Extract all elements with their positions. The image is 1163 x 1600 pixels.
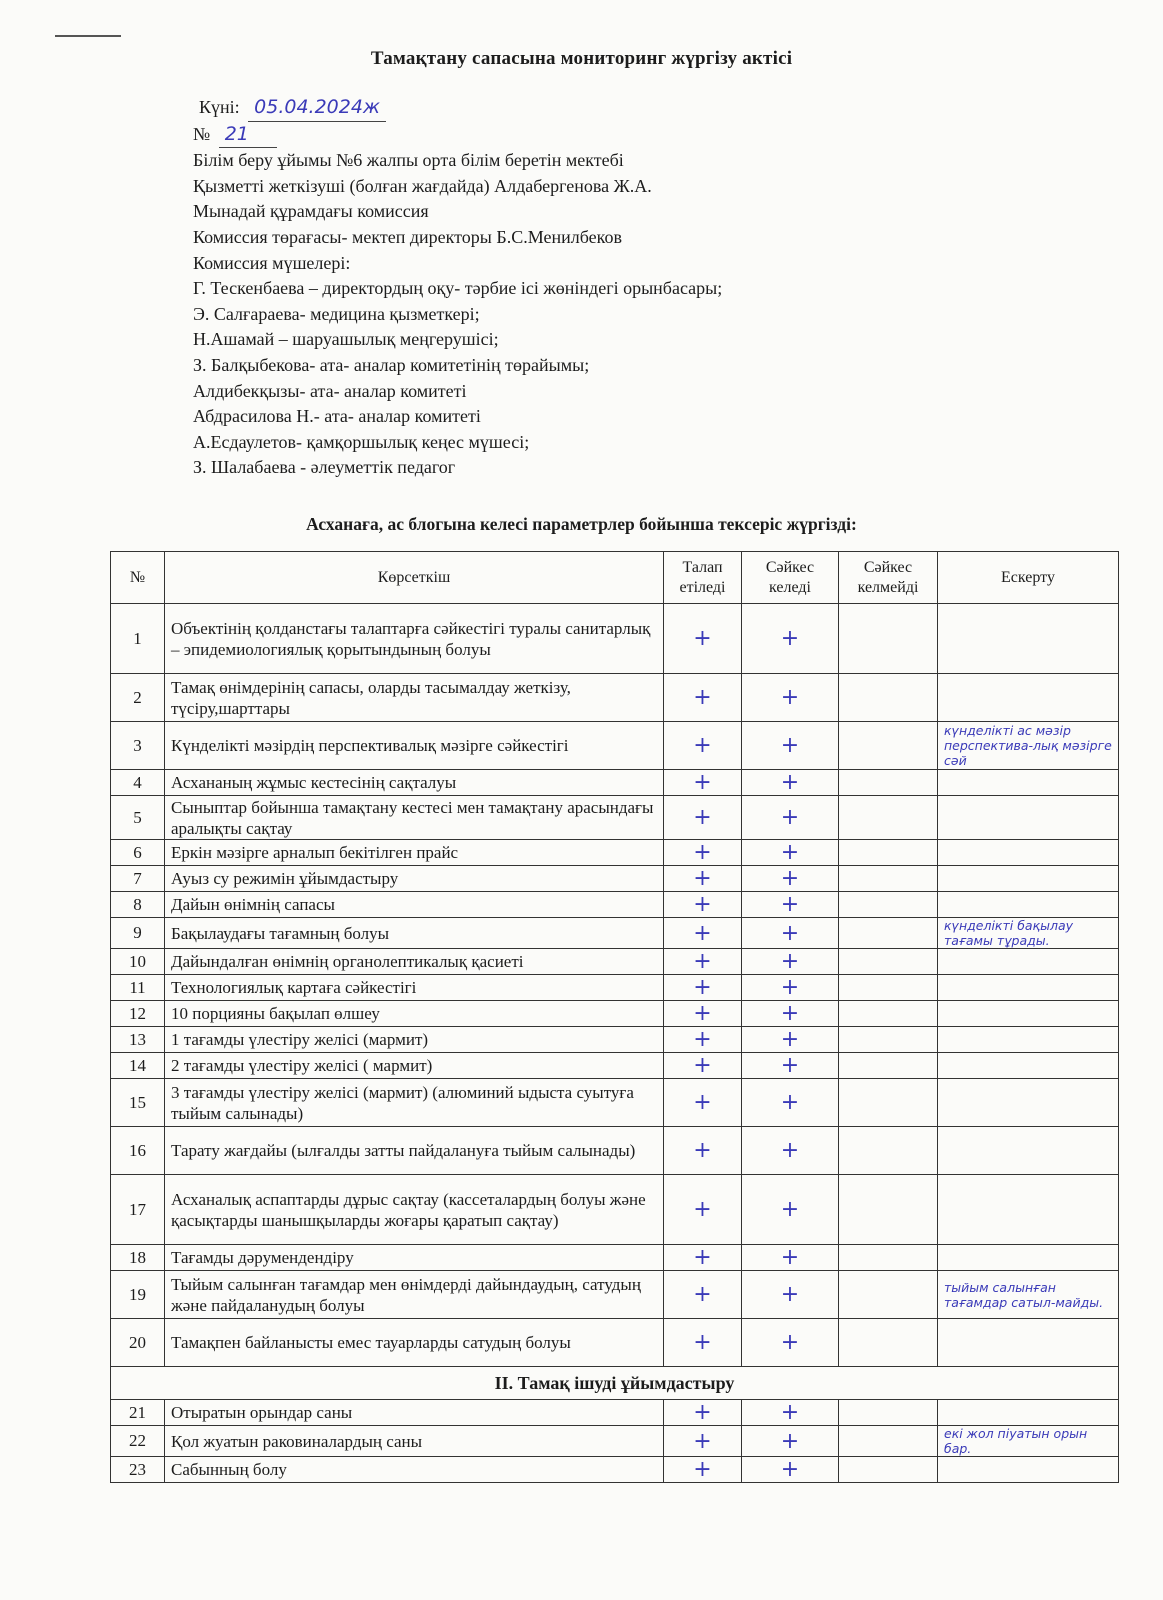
row-indicator: 10 порцияны бақылап өлшеу: [165, 1001, 664, 1027]
info-line: Комиссия мүшелері:: [193, 252, 351, 273]
row-indicator: Тамақпен байланысты емес тауарларды сатудың болуы: [165, 1319, 664, 1367]
row-number: 21: [111, 1400, 165, 1426]
table-row: [111, 604, 1119, 674]
table-row: [111, 918, 1119, 949]
table-row: [111, 674, 1119, 722]
table-subtitle: Асханаға, ас блогына келесі параметрлер бойынша тексеріс жүргізді:: [306, 514, 857, 534]
row-number: 6: [111, 840, 165, 866]
col-header-note: Ескерту: [938, 552, 1119, 604]
row-not-complies-mark: [839, 1079, 938, 1127]
row-not-complies-mark: [839, 866, 938, 892]
table-row: [111, 1175, 1119, 1245]
row-note: [938, 975, 1119, 1001]
row-complies-mark: +: [742, 604, 839, 674]
table-row: [111, 722, 1119, 770]
row-indicator: Ауыз су режимін ұйымдастыру: [165, 866, 664, 892]
row-note: күнделікті ас мәзір перспектива-лық мәзірге сәй: [938, 722, 1119, 770]
row-number: 16: [111, 1127, 165, 1175]
row-number: 13: [111, 1027, 165, 1053]
row-complies-mark: +: [742, 1127, 839, 1175]
row-required-mark: +: [664, 722, 742, 770]
row-complies-mark: +: [742, 1175, 839, 1245]
info-line: Н.Ашамай – шаруашылық меңгерушісі;: [193, 329, 499, 350]
row-note: [938, 949, 1119, 975]
table-row: [111, 1426, 1119, 1457]
row-required-mark: +: [664, 1245, 742, 1271]
row-number: 23: [111, 1457, 165, 1483]
number-value: 21: [219, 122, 277, 149]
row-required-mark: +: [664, 770, 742, 796]
row-indicator: Тарату жағдайы (ылғалды затты пайдалануға тыйым салынады): [165, 1127, 664, 1175]
row-not-complies-mark: [839, 892, 938, 918]
date-label: Күні:: [199, 97, 240, 117]
row-note: күнделікті бақылау тағамы тұрады.: [938, 918, 1119, 949]
table-row: [111, 1245, 1119, 1271]
row-not-complies-mark: [839, 1027, 938, 1053]
row-not-complies-mark: [839, 674, 938, 722]
row-required-mark: +: [664, 1127, 742, 1175]
row-number: 18: [111, 1245, 165, 1271]
row-indicator: Тамақ өнімдерінің сапасы, оларды тасымалдау жеткізу, түсіру,шарттары: [165, 674, 664, 722]
row-note: [938, 866, 1119, 892]
row-note: [938, 1175, 1119, 1245]
row-indicator: Тыйым салынған тағамдар мен өнімдерді дайындаудың, сатудың және пайдаланудың болуы: [165, 1271, 664, 1319]
info-line: З. Шалабаева - әлеуметтік педагог: [193, 457, 456, 478]
row-indicator: Асханалық аспаптарды дұрыс сақтау (кассеталардың болуы және қасықтарды шанышқыларды жоғары қаратып сақтау): [165, 1175, 664, 1245]
row-complies-mark: +: [742, 918, 839, 949]
info-line: Абдрасилова Н.- ата- аналар комитеті: [193, 406, 481, 427]
scan-mark: [55, 35, 121, 37]
row-required-mark: +: [664, 1271, 742, 1319]
row-not-complies-mark: [839, 1127, 938, 1175]
row-not-complies-mark: [839, 722, 938, 770]
table-row: [111, 975, 1119, 1001]
row-required-mark: +: [664, 1457, 742, 1483]
row-note: [938, 1027, 1119, 1053]
row-number: 4: [111, 770, 165, 796]
row-not-complies-mark: [839, 796, 938, 840]
row-not-complies-mark: [839, 1400, 938, 1426]
table-row: [111, 949, 1119, 975]
table-row: [111, 796, 1119, 840]
row-number: 12: [111, 1001, 165, 1027]
row-required-mark: +: [664, 840, 742, 866]
row-required-mark: +: [664, 674, 742, 722]
row-required-mark: +: [664, 1426, 742, 1457]
row-indicator: Бақылаудағы тағамның болуы: [165, 918, 664, 949]
row-number: 11: [111, 975, 165, 1001]
row-number: 8: [111, 892, 165, 918]
table-row: [111, 1027, 1119, 1053]
info-line: Э. Салғараева- медицина қызметкері;: [193, 303, 480, 324]
row-number: 1: [111, 604, 165, 674]
row-note: [938, 1001, 1119, 1027]
row-required-mark: +: [664, 1400, 742, 1426]
row-required-mark: +: [664, 975, 742, 1001]
row-complies-mark: +: [742, 1319, 839, 1367]
row-not-complies-mark: [839, 1053, 938, 1079]
row-required-mark: +: [664, 1001, 742, 1027]
row-complies-mark: +: [742, 1245, 839, 1271]
row-complies-mark: +: [742, 1001, 839, 1027]
info-line: З. Балқыбекова- ата- аналар комитетінің төрайымы;: [193, 354, 590, 375]
row-note: тыйым салынған тағамдар сатыл-майды.: [938, 1271, 1119, 1319]
table-row: [111, 1053, 1119, 1079]
row-complies-mark: +: [742, 1426, 839, 1457]
row-number: 14: [111, 1053, 165, 1079]
row-not-complies-mark: [839, 1001, 938, 1027]
row-not-complies-mark: [839, 1245, 938, 1271]
inspection-table: [110, 551, 1119, 1483]
row-complies-mark: +: [742, 770, 839, 796]
table-row: [111, 1001, 1119, 1027]
row-complies-mark: +: [742, 840, 839, 866]
row-required-mark: +: [664, 1079, 742, 1127]
row-complies-mark: +: [742, 796, 839, 840]
row-complies-mark: +: [742, 1457, 839, 1483]
table-row: [111, 840, 1119, 866]
number-label: №: [193, 123, 211, 144]
row-not-complies-mark: [839, 1457, 938, 1483]
row-number: 7: [111, 866, 165, 892]
table-row: [111, 866, 1119, 892]
table-row: [111, 1127, 1119, 1175]
col-header-not-complies: Сәйкес келмейді: [839, 552, 938, 604]
row-not-complies-mark: [839, 975, 938, 1001]
row-required-mark: +: [664, 866, 742, 892]
row-required-mark: +: [664, 1053, 742, 1079]
date-line: [193, 95, 722, 122]
row-not-complies-mark: [839, 840, 938, 866]
table-row: [111, 1271, 1119, 1319]
col-header-complies: Сәйкес келеді: [742, 552, 839, 604]
section-row: [111, 1367, 1119, 1400]
row-note: [938, 1319, 1119, 1367]
info-line: Білім беру ұйымы №6 жалпы орта білім беретін мектебі: [193, 150, 624, 171]
row-complies-mark: +: [742, 722, 839, 770]
row-note: [938, 840, 1119, 866]
col-header-num: №: [111, 552, 165, 604]
row-required-mark: +: [664, 604, 742, 674]
document-title: Тамақтану сапасына мониторинг жүргізу актісі: [370, 48, 793, 69]
row-complies-mark: +: [742, 949, 839, 975]
row-note: [938, 604, 1119, 674]
info-line: Мынадай құрамдағы комиссия: [193, 201, 429, 222]
section-title: II. Тамақ ішуді ұйымдастыру: [111, 1367, 1119, 1400]
row-indicator: Дайын өнімнің сапасы: [165, 892, 664, 918]
table-row: [111, 1457, 1119, 1483]
table-row: [111, 1400, 1119, 1426]
table-row: [111, 892, 1119, 918]
row-not-complies-mark: [839, 918, 938, 949]
row-complies-mark: +: [742, 892, 839, 918]
row-note: [938, 892, 1119, 918]
row-required-mark: +: [664, 796, 742, 840]
row-indicator: 2 тағамды үлестіру желісі ( мармит): [165, 1053, 664, 1079]
col-header-required: Талап етіледі: [664, 552, 742, 604]
row-number: 10: [111, 949, 165, 975]
row-complies-mark: +: [742, 1027, 839, 1053]
row-number: 9: [111, 918, 165, 949]
row-number: 15: [111, 1079, 165, 1127]
row-number: 22: [111, 1426, 165, 1457]
row-indicator: Отыратын орындар саны: [165, 1400, 664, 1426]
row-required-mark: +: [664, 918, 742, 949]
info-line: А.Есдаулетов- қамқоршылық кеңес мүшесі;: [193, 431, 530, 452]
table-header-row: [111, 552, 1119, 604]
row-indicator: Еркін мәзірге арналып бекітілген прайс: [165, 840, 664, 866]
row-required-mark: +: [664, 1175, 742, 1245]
date-value: 05.04.2024ж: [248, 95, 386, 122]
row-complies-mark: +: [742, 1053, 839, 1079]
row-note: [938, 1457, 1119, 1483]
row-indicator: Асхананың жұмыс кестесінің сақталуы: [165, 770, 664, 796]
row-note: [938, 796, 1119, 840]
row-not-complies-mark: [839, 1271, 938, 1319]
info-line: Алдибекқызы- ата- аналар комитеті: [193, 380, 467, 401]
table-row: [111, 1319, 1119, 1367]
row-note: екі жол піуатын орын бар.: [938, 1426, 1119, 1457]
row-not-complies-mark: [839, 949, 938, 975]
row-number: 5: [111, 796, 165, 840]
row-indicator: Қол жуатын раковиналардың саны: [165, 1426, 664, 1457]
row-indicator: Объектінің қолданстағы талаптарға сәйкестігі туралы санитарлық – эпидемиологиялық қорытындының болуы: [165, 604, 664, 674]
row-indicator: Тағамды дәрумендендіру: [165, 1245, 664, 1271]
row-complies-mark: +: [742, 674, 839, 722]
row-note: [938, 1079, 1119, 1127]
row-indicator: Дайындалған өнімнің органолептикалық қасиеті: [165, 949, 664, 975]
row-note: [938, 1053, 1119, 1079]
row-number: 2: [111, 674, 165, 722]
info-line: Комиссия төрағасы- мектеп директоры Б.С.Менилбеков: [193, 226, 622, 247]
row-indicator: Күнделікті мәзірдің перспективалық мәзірге сәйкестігі: [165, 722, 664, 770]
row-not-complies-mark: [839, 1319, 938, 1367]
row-number: 20: [111, 1319, 165, 1367]
row-not-complies-mark: [839, 1175, 938, 1245]
row-complies-mark: +: [742, 1400, 839, 1426]
row-required-mark: +: [664, 892, 742, 918]
row-complies-mark: +: [742, 1079, 839, 1127]
row-not-complies-mark: [839, 1426, 938, 1457]
row-required-mark: +: [664, 1319, 742, 1367]
info-line: Г. Тескенбаева – директордың оқу- тәрбие ісі жөніндегі орынбасары;: [193, 278, 723, 299]
number-line: [193, 122, 722, 149]
table-row: [111, 1079, 1119, 1127]
info-line: Қызметті жеткізуші (болған жағдайда) Алдабергенова Ж.А.: [193, 175, 652, 196]
row-number: 17: [111, 1175, 165, 1245]
row-not-complies-mark: [839, 604, 938, 674]
row-required-mark: +: [664, 1027, 742, 1053]
row-indicator: Сыныптар бойынша тамақтану кестесі мен тамақтану арасындағы аралықты сақтау: [165, 796, 664, 840]
row-note: [938, 674, 1119, 722]
col-header-indicator: Көрсеткіш: [165, 552, 664, 604]
row-complies-mark: +: [742, 866, 839, 892]
table-row: [111, 770, 1119, 796]
row-note: [938, 1400, 1119, 1426]
header-info: [193, 95, 722, 481]
row-note: [938, 1245, 1119, 1271]
row-indicator: Сабынның болу: [165, 1457, 664, 1483]
row-note: [938, 1127, 1119, 1175]
row-complies-mark: +: [742, 1271, 839, 1319]
row-number: 19: [111, 1271, 165, 1319]
row-indicator: Технологиялық картаға сәйкестігі: [165, 975, 664, 1001]
row-indicator: 1 тағамды үлестіру желісі (мармит): [165, 1027, 664, 1053]
row-not-complies-mark: [839, 770, 938, 796]
row-required-mark: +: [664, 949, 742, 975]
row-note: [938, 770, 1119, 796]
row-indicator: 3 тағамды үлестіру желісі (мармит) (алюминий ыдыста суытуға тыйым салынады): [165, 1079, 664, 1127]
row-complies-mark: +: [742, 975, 839, 1001]
row-number: 3: [111, 722, 165, 770]
